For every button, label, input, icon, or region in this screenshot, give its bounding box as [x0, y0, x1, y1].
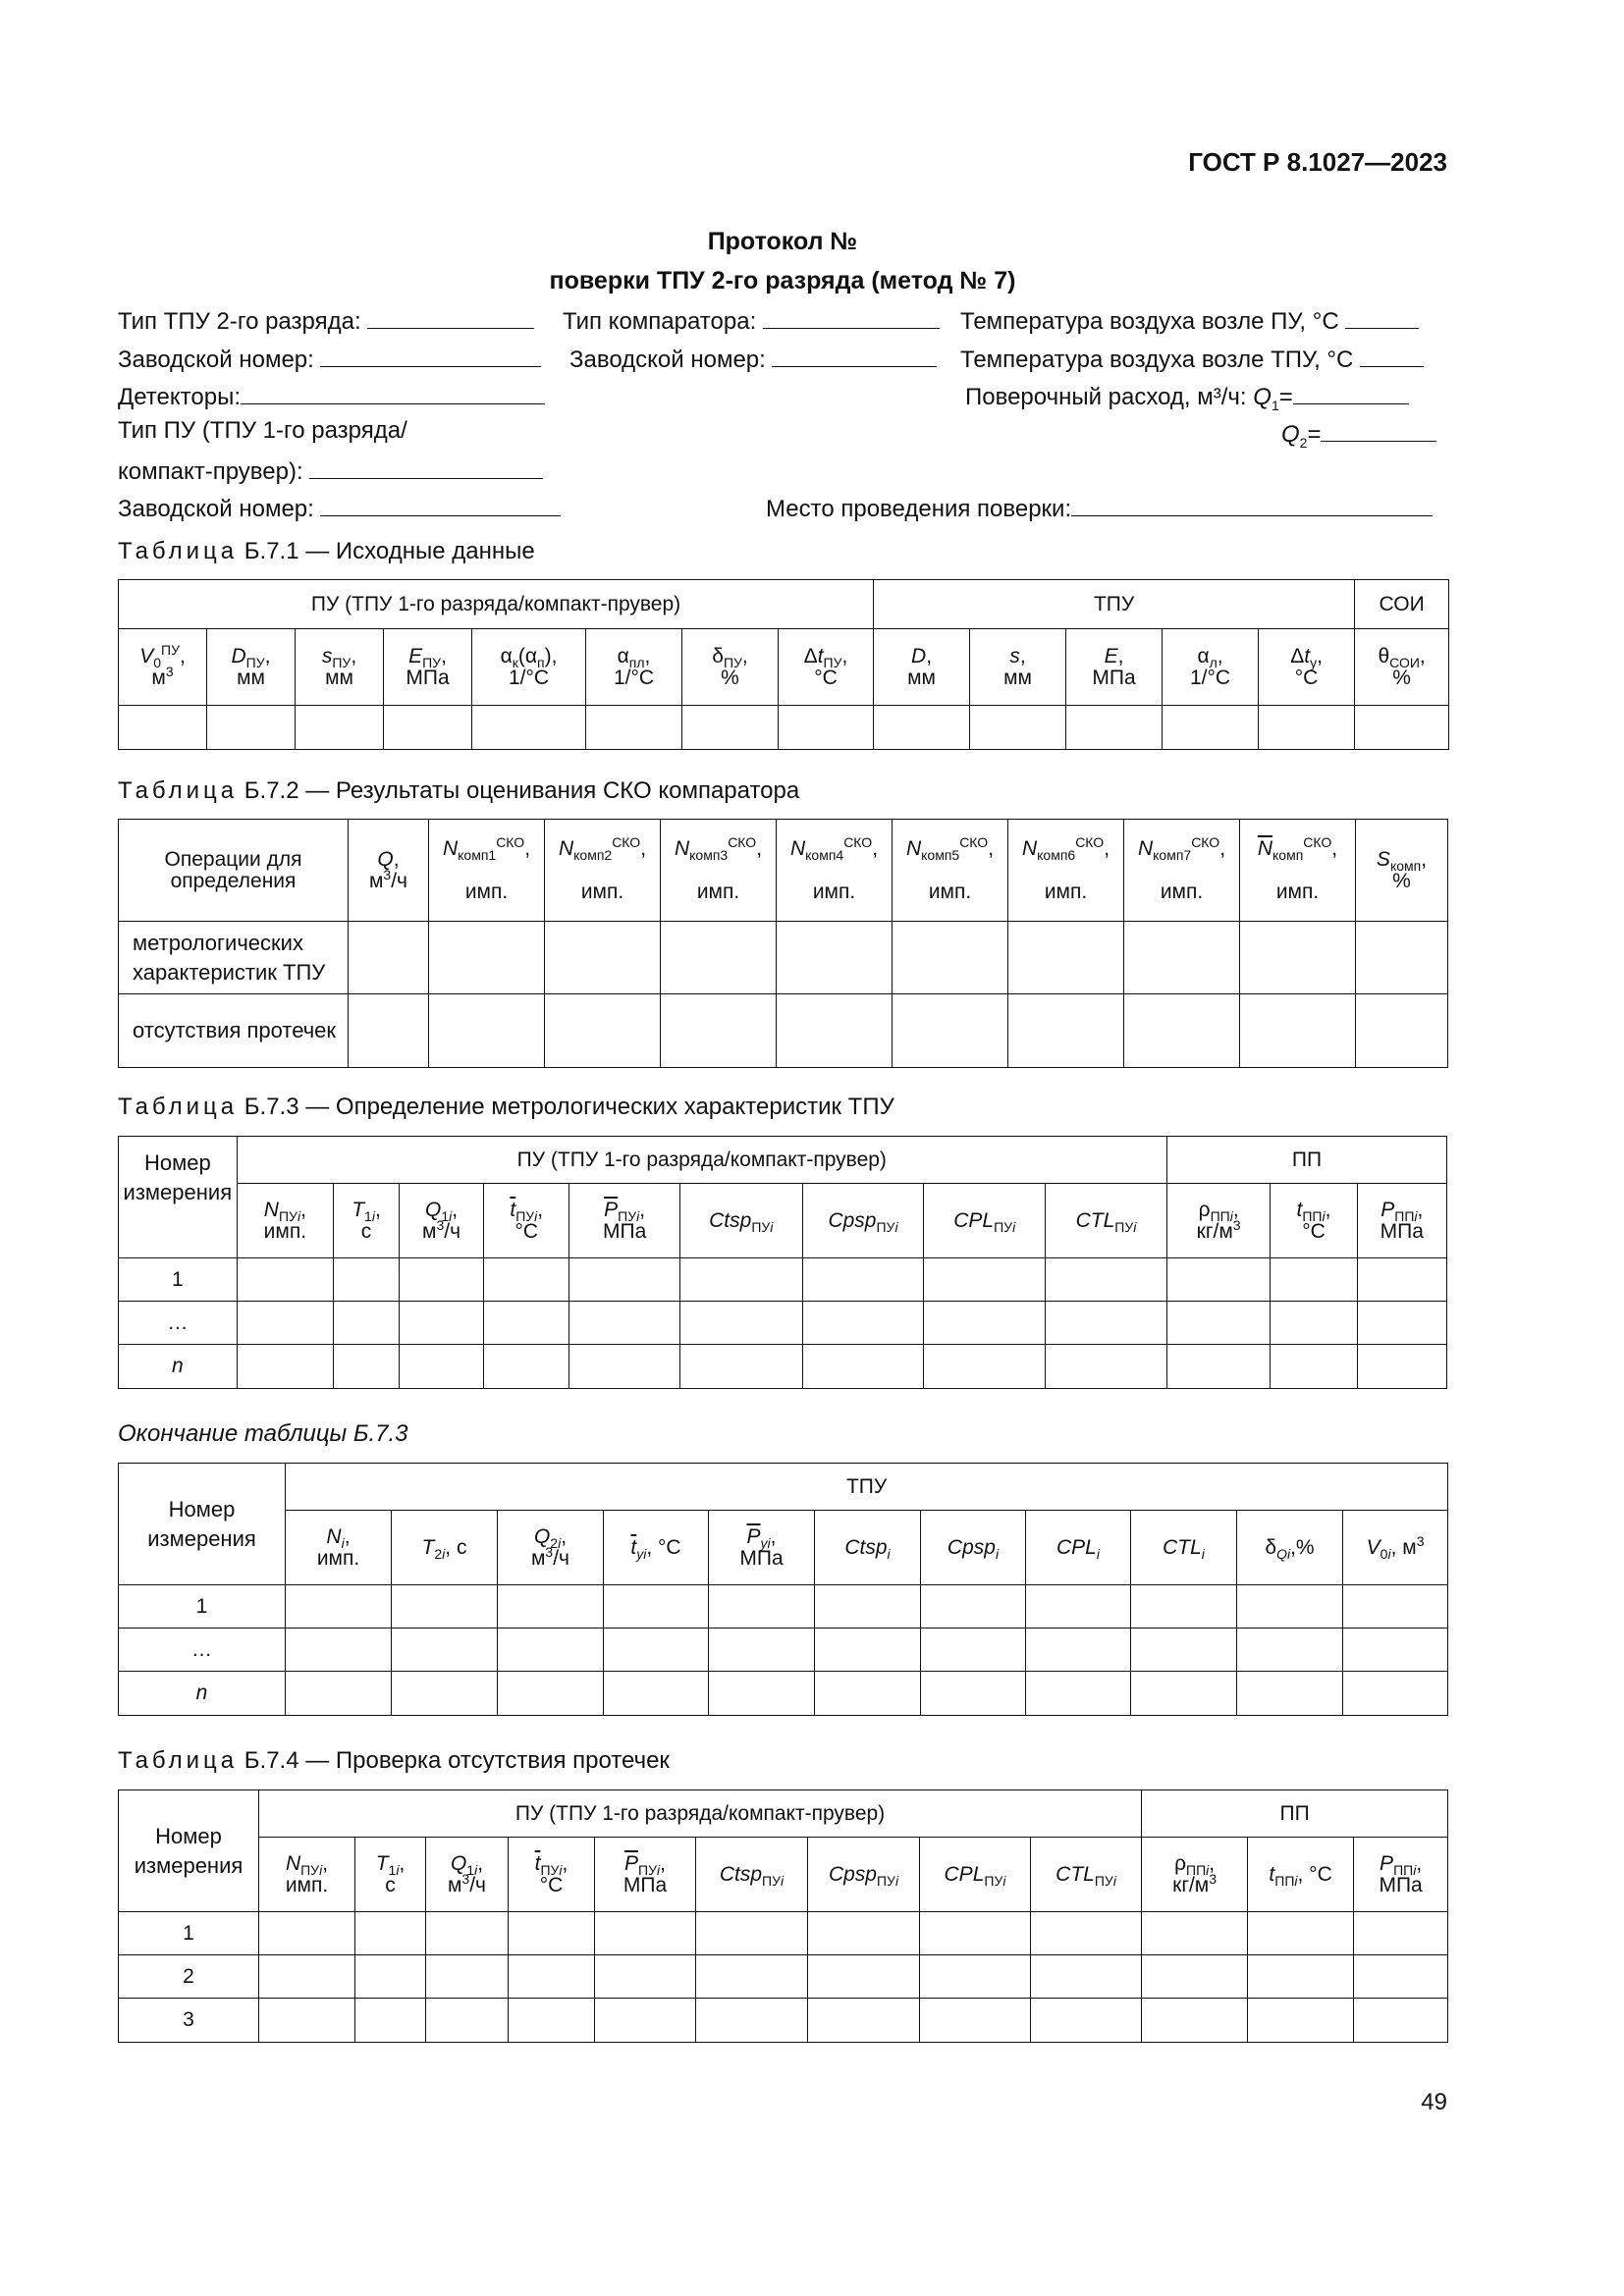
field-place: Место проведения поверки:	[766, 492, 1433, 523]
t3b-col-num: Номер измерения	[119, 1464, 286, 1585]
t4-col-tpu: $\overline{t}_{ПУi}$, °С	[509, 1838, 595, 1912]
t2-header-row	[119, 820, 1448, 922]
t3-col-ctsp: Ctsp$_{ПУi}$	[679, 1184, 802, 1258]
field-serial-3: Заводской номер:	[118, 492, 561, 523]
table1-caption: Таблица Б.7.1 — Исходные данные	[118, 538, 535, 564]
t4-col-ctsp: Ctsp$_{ПУi}$	[696, 1838, 808, 1912]
table3-caption: Таблица Б.7.3 — Определение метрологических характеристик ТПУ	[118, 1094, 894, 1120]
t3b-col-delta: $\delta_{Qi},\%$	[1237, 1511, 1343, 1585]
t4-header-row	[119, 1838, 1448, 1912]
table-row	[119, 1585, 1448, 1629]
table-row	[119, 1345, 1447, 1389]
t1-col-alpha-pl: $\alpha_{пл}$, 1/°С	[586, 629, 682, 705]
t4-col-t1: $T_{1i}$, с	[355, 1838, 426, 1912]
table-row	[119, 1629, 1448, 1672]
t1-header-row	[119, 629, 1449, 705]
t3-col-tpu: $\overline{t}_{ПУi}$, °С	[484, 1184, 569, 1258]
t2-col-n1: $N_{комп1}^{СКО}$, имп.	[429, 820, 545, 922]
t3-col-num: Номер измерения	[119, 1137, 238, 1258]
t3b-row-label: n	[119, 1672, 286, 1716]
t2-row-metrology: метрологических характеристик ТПУ	[119, 922, 349, 994]
t4-row-label: 1	[119, 1912, 259, 1955]
t3b-col-cpsp: Cpsp$_i$	[921, 1511, 1026, 1585]
t3b-col-v0: $V_{0i}$, $м^3$	[1343, 1511, 1448, 1585]
table-b74	[118, 1789, 1448, 2043]
table-b71	[118, 579, 1449, 750]
t1-group-soi: СОИ	[1355, 580, 1449, 629]
t3-col-q1: $Q_{1i}$, $м^3/ч$	[399, 1184, 483, 1258]
t2-col-ops: Операции для определения	[119, 820, 349, 922]
protocol-subtitle: поверки ТПУ 2-го разряда (метод № 7)	[549, 267, 1016, 294]
t3b-row-label: …	[119, 1629, 286, 1672]
t3-group-pu: ПУ (ТПУ 1-го разряда/компакт-прувер)	[237, 1137, 1166, 1184]
t2-row-leaks: отсутствия протечек	[119, 994, 349, 1068]
t4-group-pu: ПУ (ТПУ 1-го разряда/компакт-прувер)	[259, 1790, 1142, 1838]
field-serial-2: Заводской номер:	[569, 343, 937, 374]
t3-col-cpsp: Cpsp$_{ПУi}$	[802, 1184, 924, 1258]
t4-col-rho: $\rho_{ППi}$, $кг/м^3$	[1142, 1838, 1248, 1912]
t4-col-num: Номер измерения	[119, 1790, 259, 1912]
table-b73-end	[118, 1463, 1448, 1716]
t1-group-pu: ПУ (ТПУ 1-го разряда/компакт-прувер)	[119, 580, 874, 629]
t4-row-label: 3	[119, 1999, 259, 2043]
t4-col-ctl: $CTL_{ПУi}$	[1031, 1838, 1142, 1912]
t3b-col-ty: $\overline{t}_{yi}$, °С	[604, 1511, 709, 1585]
page-number: 49	[1421, 2089, 1447, 2115]
table-row	[119, 1672, 1448, 1716]
t3b-col-t2: $T_{2i}$, с	[392, 1511, 498, 1585]
t1-col-dt-y: $\Delta t_у$, °С	[1259, 629, 1355, 705]
t1-col-alpha-l: $\alpha_л$, 1/°С	[1163, 629, 1259, 705]
t3b-group-tpu: ТПУ	[286, 1464, 1448, 1511]
t1-col-epu: $E_{ПУ}$, МПа	[384, 629, 472, 705]
table-row	[119, 1999, 1448, 2043]
t1-col-s: s, мм	[970, 629, 1066, 705]
table-row	[119, 705, 1449, 749]
field-detectors: Детекторы:	[118, 380, 545, 411]
t2-col-n2: $N_{комп2}^{СКО}$, имп.	[545, 820, 661, 922]
table-row	[119, 922, 1448, 994]
t1-col-theta: $\theta_{СОИ}$, %	[1355, 629, 1449, 705]
t3b-row-label: 1	[119, 1585, 286, 1629]
table-b73	[118, 1136, 1447, 1389]
t3b-col-ctl: $CTL_i$	[1131, 1511, 1237, 1585]
t3-header-row	[119, 1184, 1447, 1258]
t3b-col-py: $\overline{P}_{yi}$, МПа	[709, 1511, 815, 1585]
t3-row-label: …	[119, 1302, 238, 1345]
t4-col-ppu: $\overline{P}_{ПУi}$, МПа	[595, 1838, 696, 1912]
field-serial-1: Заводской номер:	[118, 343, 541, 374]
t3-col-ctl: $CTL_{ПУi}$	[1046, 1184, 1167, 1258]
table-row	[119, 1912, 1448, 1955]
field-air-temp-pu: Температура воздуха возле ПУ, °С	[960, 304, 1419, 336]
field-comparator-type: Тип компаратора:	[563, 304, 940, 336]
t1-col-v0: $V_0^{ПУ}$, $м^3$	[119, 629, 207, 705]
t4-row-label: 2	[119, 1955, 259, 1999]
table-row	[119, 994, 1448, 1068]
field-tpu-type: Тип ТПУ 2-го разряда:	[118, 304, 534, 336]
t3-row-label: 1	[119, 1258, 238, 1302]
table2-caption: Таблица Б.7.2 — Результаты оценивания СКО компаратора	[118, 777, 800, 804]
t1-col-delta-pu: $\delta_{ПУ}$, %	[682, 629, 779, 705]
t4-col-tpp: $t_{ППi}$, °С	[1248, 1838, 1354, 1912]
field-pu-type: Тип ПУ (ТПУ 1-го разряда/	[118, 417, 407, 444]
table-row	[119, 1258, 1447, 1302]
table-row	[119, 1955, 1448, 1999]
t3-col-tpp: $t_{ППi}$, °С	[1271, 1184, 1357, 1258]
t3-col-rho: $\rho_{ППi}$, $кг/м^3$	[1166, 1184, 1270, 1258]
t4-col-q1: $Q_{1i}$, $м^3/ч$	[426, 1838, 509, 1912]
t4-col-ppp: $P_{ППi}$, МПа	[1354, 1838, 1448, 1912]
field-flow-q1: Поверочный расход, м³/ч: $Q_1=$	[965, 380, 1409, 411]
table-b72	[118, 819, 1448, 1068]
t2-col-q: Q, $м^3/ч$	[349, 820, 429, 922]
table-row	[119, 1302, 1447, 1345]
table3b-caption: Окончание таблицы Б.7.3	[118, 1420, 408, 1447]
t1-col-dt-pu: $\Delta t_{ПУ}$, °С	[779, 629, 874, 705]
t1-group-tpu: ТПУ	[874, 580, 1355, 629]
t2-col-nmean: $\overline{N}_{комп}^{СКО}$, имп.	[1240, 820, 1356, 922]
t3b-header-row	[119, 1511, 1448, 1585]
t1-col-dpu: $D_{ПУ}$, мм	[207, 629, 296, 705]
t2-col-n3: $N_{комп3}^{СКО}$, имп.	[661, 820, 777, 922]
t2-col-n7: $N_{комп7}^{СКО}$, имп.	[1124, 820, 1240, 922]
t4-group-pp: ПП	[1142, 1790, 1448, 1838]
protocol-title: Протокол №	[707, 228, 858, 255]
field-pu-type-cont: компакт-прувер):	[118, 454, 543, 486]
standard-header: ГОСТ Р 8.1027—2023	[1188, 147, 1447, 177]
t2-col-n6: $N_{комп6}^{СКО}$, имп.	[1008, 820, 1124, 922]
t3b-col-ctsp: Ctsp$_i$	[815, 1511, 921, 1585]
t3-col-t1: $T_{1i}$, с	[334, 1184, 400, 1258]
t3b-col-n: $N_i$, имп.	[286, 1511, 392, 1585]
field-flow-q2: $Q_2=$	[1281, 417, 1436, 449]
table4-caption: Таблица Б.7.4 — Проверка отсутствия протечек	[118, 1747, 670, 1774]
t3-col-cpl: $CPL_{ПУi}$	[924, 1184, 1046, 1258]
t3-row-label: n	[119, 1345, 238, 1389]
t1-col-spu: $s_{ПУ}$, мм	[296, 629, 384, 705]
t1-col-e: E, МПа	[1066, 629, 1163, 705]
t4-col-cpsp: Cpsp$_{ПУi}$	[808, 1838, 920, 1912]
t1-col-d: D, мм	[874, 629, 970, 705]
t3-group-pp: ПП	[1166, 1137, 1446, 1184]
field-air-temp-tpu: Температура воздуха возле ТПУ, °С	[960, 343, 1424, 374]
t3b-col-q2: $Q_{2i}$, $м^3/ч$	[498, 1511, 604, 1585]
t1-col-alpha-k: $\alpha_к(\alpha_п)$, 1/°С	[472, 629, 586, 705]
t2-col-s: $S_{комп}$, %	[1356, 820, 1448, 922]
t3-col-npu: $N_{ПУi}$, имп.	[237, 1184, 333, 1258]
t2-col-n5: $N_{комп5}^{СКО}$, имп.	[893, 820, 1008, 922]
t3-col-ppu: $\overline{P}_{ПУi}$, МПа	[569, 1184, 680, 1258]
t3b-col-cpl: $CPL_i$	[1026, 1511, 1131, 1585]
t4-col-cpl: $CPL_{ПУi}$	[920, 1838, 1031, 1912]
t2-col-n4: $N_{комп4}^{СКО}$, имп.	[777, 820, 893, 922]
t3-col-ppp: $P_{ППi}$, МПа	[1357, 1184, 1446, 1258]
t4-col-npu: $N_{ПУi}$, имп.	[259, 1838, 355, 1912]
